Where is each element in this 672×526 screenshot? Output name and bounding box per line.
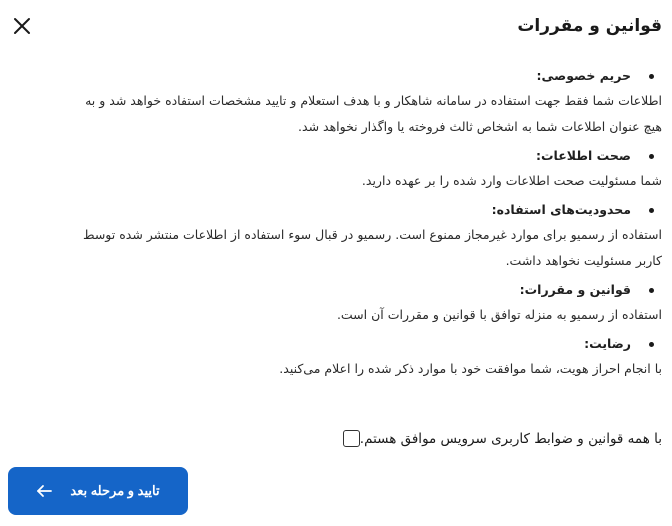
bullet-icon bbox=[649, 342, 654, 347]
section-heading: صحت اطلاعات: bbox=[535, 148, 631, 163]
section-line: هیچ عنوان اطلاعات شما به اشخاص ثالث فروخته یا واگذار نخواهد شد. bbox=[298, 119, 662, 134]
agreement-row[interactable] bbox=[333, 430, 662, 447]
bullet-icon bbox=[649, 74, 654, 79]
terms-section-rules bbox=[10, 278, 662, 328]
bullet-icon bbox=[649, 208, 654, 213]
confirm-button-label: تایید و مرحله بعد bbox=[70, 483, 160, 498]
dialog-title: قوانین و مقررات bbox=[517, 16, 662, 36]
confirm-next-button[interactable] bbox=[8, 467, 188, 515]
section-line: شما مسئولیت صحت اطلاعات وارد شده را بر عهده دارید. bbox=[361, 173, 662, 188]
close-button[interactable] bbox=[10, 14, 34, 38]
terms-section-accuracy bbox=[10, 144, 662, 194]
terms-content bbox=[10, 64, 662, 386]
section-line: کاربر مسئولیت نخواهد داشت. bbox=[505, 253, 662, 268]
section-line: استفاده از رسمیو به منزله توافق با قوانین و مقررات آن است. bbox=[336, 307, 662, 322]
agreement-label[interactable]: با همه قوانین و ضوابط کاربری سرویس موافق هستم. bbox=[359, 430, 662, 447]
terms-section-privacy bbox=[10, 64, 662, 140]
dialog-header bbox=[10, 10, 662, 42]
section-heading: رضایت: bbox=[584, 336, 631, 351]
bullet-icon bbox=[649, 154, 654, 159]
section-line: با انجام احراز هویت، شما موافقت خود با موارد ذکر شده را اعلام می‌کنید. bbox=[279, 361, 662, 376]
section-heading: قوانین و مقررات: bbox=[519, 282, 631, 297]
agreement-checkbox[interactable] bbox=[343, 430, 360, 447]
section-line: استفاده از رسمیو برای موارد غیرمجاز ممنوع است. رسمیو در قبال سوء استفاده از اطلاعات منتشر شده توسط bbox=[82, 227, 662, 242]
section-heading: حریم خصوصی: bbox=[536, 68, 631, 83]
section-heading: محدودیت‌های استفاده: bbox=[491, 202, 631, 217]
arrow-left-icon bbox=[36, 484, 52, 498]
terms-section-limitations bbox=[10, 198, 662, 274]
bullet-icon bbox=[649, 288, 654, 293]
section-line: اطلاعات شما فقط جهت استفاده در سامانه شاهکار و با هدف استعلام و تایید مشخصات استفاده خواهد شد و به bbox=[85, 93, 662, 108]
close-icon bbox=[13, 17, 31, 35]
terms-section-consent bbox=[10, 332, 662, 382]
